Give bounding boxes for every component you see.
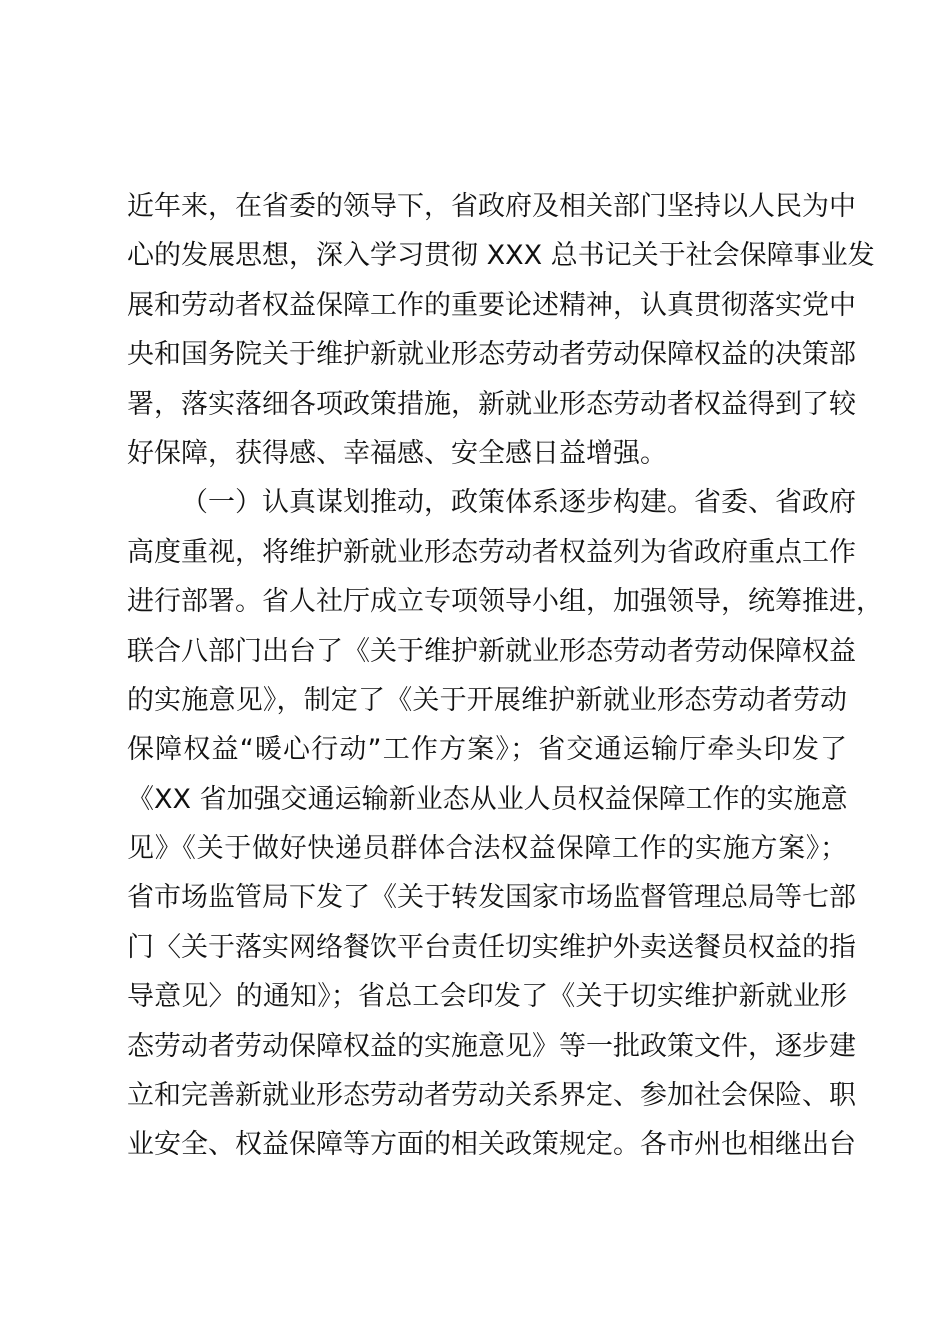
text-line: 好保障，获得感、幸福感、安全感日益增强。 bbox=[127, 437, 667, 469]
text-line: 进行部署。省人社厅成立专项领导小组，加强领导，统筹推进， bbox=[127, 586, 883, 618]
text-line: 保障权益“暖心行动”工作方案》；省交通运输厅牵头印发了 bbox=[127, 734, 847, 766]
text-line: 门〈关于落实网络餐饮平台责任切实维护外卖送餐员权益的指 bbox=[127, 931, 856, 963]
document-body bbox=[127, 182, 883, 1170]
text-line: 央和国务院关于维护新就业形态劳动者劳动保障权益的决策部 bbox=[127, 339, 856, 371]
text-line: 业安全、权益保障等方面的相关政策规定。各市州也相继出台 bbox=[127, 1129, 856, 1161]
text-line: 见》《关于做好快递员群体合法权益保障工作的实施方案》； bbox=[127, 833, 847, 865]
text-line: 联合八部门出台了《关于维护新就业形态劳动者劳动保障权益 bbox=[127, 635, 856, 667]
text-line: 署，落实落细各项政策措施，新就业形态劳动者权益得到了较 bbox=[127, 388, 856, 420]
text-line: （一）认真谋划推动，政策体系逐步构建。省委、省政府 bbox=[181, 487, 856, 519]
text-line: 《XX 省加强交通运输新业态从业人员权益保障工作的实施意 bbox=[127, 783, 848, 815]
text-line: 高度重视，将维护新就业形态劳动者权益列为省政府重点工作 bbox=[127, 536, 856, 568]
text-line: 展和劳动者权益保障工作的重要论述精神，认真贯彻落实党中 bbox=[127, 289, 856, 321]
text-line: 立和完善新就业形态劳动者劳动关系界定、参加社会保险、职 bbox=[127, 1080, 856, 1112]
text-line: 心的发展思想，深入学习贯彻 XXX 总书记关于社会保障事业发 bbox=[127, 240, 875, 272]
text-line: 态劳动者劳动保障权益的实施意见》等一批政策文件，逐步建 bbox=[127, 1030, 856, 1062]
text-line: 近年来，在省委的领导下，省政府及相关部门坚持以人民为中 bbox=[127, 191, 856, 222]
text-line: 的实施意见》，制定了《关于开展维护新就业形态劳动者劳动 bbox=[127, 684, 847, 716]
text-line: 省市场监管局下发了《关于转发国家市场监督管理总局等七部 bbox=[127, 882, 856, 914]
text-line: 导意见〉的通知》；省总工会印发了《关于切实维护新就业形 bbox=[127, 981, 847, 1013]
